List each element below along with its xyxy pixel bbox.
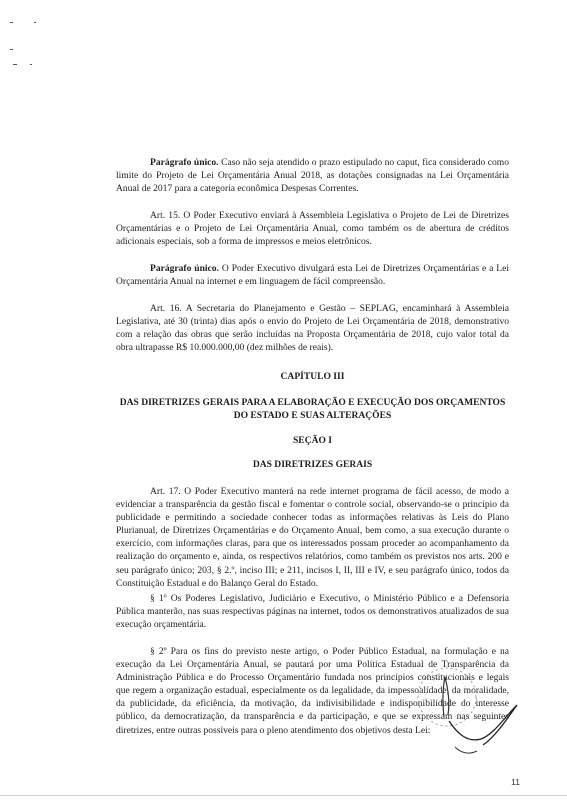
paragraph-2: [116, 209, 509, 248]
scan-mark: [30, 64, 32, 65]
page-bottom-edge: [0, 795, 567, 796]
section-title-block: [116, 458, 509, 471]
paragraph-label: Parágrafo único.: [150, 263, 219, 274]
paragraph-label: Parágrafo único.: [150, 157, 219, 168]
paragraph-6: [116, 592, 509, 631]
section-title: DAS DIRETRIZES GERAIS: [252, 459, 373, 470]
section-heading: [116, 434, 509, 447]
paragraph-text: Art. 16. A Secretaria do Planejamento e Gestão – SEPLAG, encaminhará à Assembleia Legislativa, até 30 (trinta) dias após o envio do Projeto de Lei Orçamentária de 2018, demonstrativo com a relação das obras que serão incluídas na Proposta Orçamentária de 2018, cujo valor total da obra ultrapasse R$ 10.000.000,00 (dez milhões de reais).: [116, 303, 509, 354]
paragraph-5: [116, 485, 509, 590]
scan-mark: [10, 22, 13, 23]
section-number: SEÇÃO I: [293, 435, 332, 446]
paragraph-3: [116, 262, 509, 288]
paragraph-text: Caso não seja atendido o prazo estipulado no caput, fica considerado como limite do Projeto de Lei Orçamentária Anual 2018, as dotações consignadas na Lei Orçamentária Anual de 2017 para a categoria econômica Despesas Correntes.: [116, 157, 509, 195]
scan-mark: [10, 49, 13, 50]
paragraph-text: § 1º Os Poderes Legislativo, Judiciário e Executivo, o Ministério Público e a Defensoria Pública manterão, nas suas respectivas páginas na internet, todos os demonstrativos atualizados de sua execução orçamentária.: [116, 593, 509, 631]
official-stamp-and-signature: [395, 655, 525, 765]
paragraph-1: [116, 156, 509, 195]
chapter-number: CAPÍTULO III: [280, 371, 345, 382]
scan-mark: [34, 22, 36, 23]
chapter-title: DAS DIRETRIZES GERAIS PARA A ELABORAÇÃO E EXECUÇÃO DOS ORÇAMENTOS DO ESTADO E SUAS ALTERAÇÕES: [119, 397, 506, 422]
chapter-heading: [116, 370, 509, 383]
paragraph-4: [116, 302, 509, 354]
paragraph-text: Art. 17. O Poder Executivo manterá na rede internet programa de fácil acesso, de modo a evidenciar a transparência da gestão fiscal e fomentar o controle social, observando-se o princípio da publicidade e permitindo a sociedade conhecer todas as informações relativas às Leis do Plano Plurianual, de Diretrizes Orçamentárias e do Orçamento Anual, bem como, a sua execução durante o exercício, com informações claras, para que os interessados possam proceder ao acompanhamento da realização do orçamento e, ainda, os respectivos relatórios, como também os previstos nos arts. 200 e seu parágrafo único; 203, § 2.º, inciso III; e 211, incisos I, II, III e IV, e seu parágrafo único, todos da Constituição Estadual e do Balanço Geral do Estado.: [116, 486, 509, 589]
chapter-title-block: [116, 396, 509, 422]
paragraph-text: Art. 15. O Poder Executivo enviará à Assembleia Legislativa o Projeto de Lei de Diretrizes Orçamentárias e o Projeto de Lei Orçamentária Anual, como também os de abertura de créditos adicionais especiais, sob a forma de impressos e meios eletrônicos.: [116, 210, 509, 248]
paragraph-text: O Poder Executivo divulgará esta Lei de Diretrizes Orçamentárias e a Lei Orçamentária Anual na internet e em linguagem de fácil compreensão.: [116, 263, 509, 288]
scan-mark: [13, 64, 17, 65]
paragraph-text: § 2º Para os fins do previsto neste artigo, o Poder Público Estadual, na formulação e na execução da Lei Orçamentária Anual, se pautará por uma Política Estadual de Transparência da Administração Pública e do Processo Orçamentário fundada nos princípios constitucionais e legais que regem a organização estadual, especialmente os da legalidade, da impessoalidade, da moralidade, da publicidade, da eficiência, da motivação, da indivisibilidade e indisponibilidade do interesse público, da democratização, da transparência e da participação, e que se expressam nas seguintes diretrizes, entre outras possíveis para o pleno atendimento dos objetivos desta Lei:: [116, 646, 509, 736]
page-number: 11: [511, 777, 520, 787]
